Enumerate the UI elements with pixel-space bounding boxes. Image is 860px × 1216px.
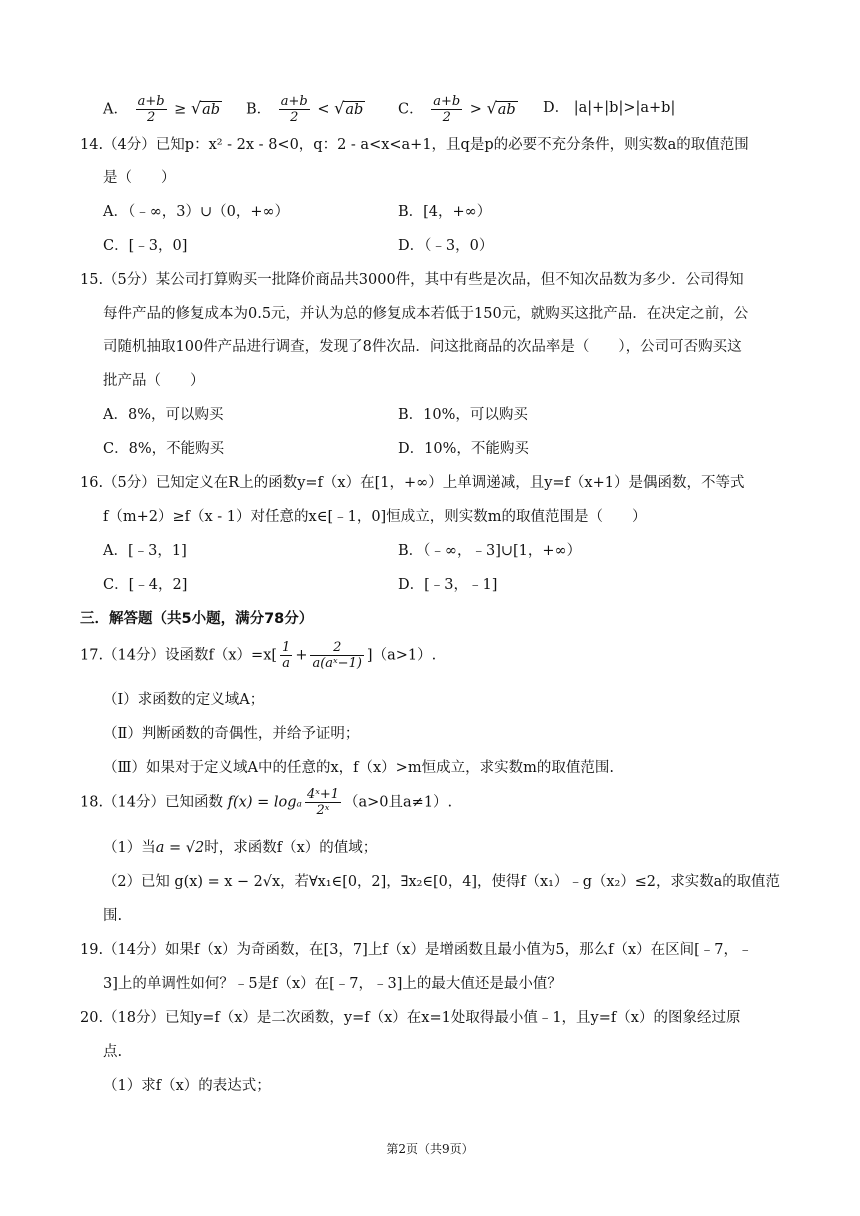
q18-function: f(x) = logₐ bbox=[227, 794, 302, 811]
q13-option-d: D． |a|+|b|>|a+b| bbox=[543, 100, 676, 116]
q15-line4: 批产品（ ） bbox=[103, 373, 205, 389]
denominator: 2 bbox=[442, 110, 451, 125]
operator: < bbox=[317, 101, 330, 118]
q15-option-b: B．10%，可以购买 bbox=[398, 407, 528, 423]
q14-option-d: D．（﹣3，0） bbox=[398, 238, 494, 254]
option-label: C． bbox=[398, 101, 424, 118]
numerator: a+b bbox=[433, 94, 461, 109]
q17-line1 bbox=[80, 640, 436, 671]
plus-sign: + bbox=[295, 647, 308, 664]
numerator: a+b bbox=[280, 94, 308, 109]
q16-line2: f（m+2）≥f（x - 1）对任意的x∈[﹣1，0]恒成立，则实数m的取值范围是（ ） bbox=[103, 509, 647, 525]
q18-part1-math: a = √2 bbox=[155, 840, 205, 856]
numerator: 1 bbox=[282, 640, 291, 655]
q18-part1-pre: （1）当 bbox=[103, 840, 156, 856]
q14-line2: 是（ ） bbox=[103, 170, 176, 186]
section-heading: 三．解答题（共5小题，满分78分） bbox=[80, 611, 314, 627]
numerator: 4ˣ+1 bbox=[306, 787, 340, 802]
fraction bbox=[305, 787, 341, 818]
operator: > bbox=[469, 101, 482, 118]
fraction bbox=[431, 94, 462, 125]
denominator: 2 bbox=[290, 110, 299, 125]
numerator: a+b bbox=[137, 94, 165, 109]
q18-suffix: （a>0且a≠1）. bbox=[344, 794, 453, 811]
q14-line1: 14.（4分）已知p：x² - 2x - 8<0，q：2 - a<x<a+1，且q是p的必要不充分条件，则实数a的取值范围 bbox=[80, 137, 749, 153]
q18-line1 bbox=[80, 787, 452, 818]
q18-part1-post: 时，求函数f（x）的值域； bbox=[204, 840, 378, 856]
q16-option-a: A．[﹣3，1] bbox=[103, 543, 187, 559]
fraction bbox=[136, 94, 167, 125]
sqrt-icon: √ bbox=[190, 98, 202, 118]
sqrt-icon: √ bbox=[486, 98, 497, 118]
q15-line3: 司随机抽取100件产品进行调查，发现了8件次品．问这批商品的次品率是（ ），公司可否购买这 bbox=[103, 339, 742, 355]
q15-option-a: A．8%，可以购买 bbox=[103, 407, 224, 423]
q13-option-a bbox=[103, 94, 222, 125]
fraction bbox=[279, 94, 310, 125]
numerator: 2 bbox=[310, 640, 363, 656]
q18-part1 bbox=[103, 838, 377, 858]
radicand: ab bbox=[497, 101, 516, 118]
q17-suffix: ]（a>1）. bbox=[366, 647, 437, 664]
q16-option-c: C．[﹣4，2] bbox=[103, 577, 188, 593]
q15-option-c: C．8%，不能购买 bbox=[103, 441, 225, 457]
q15-option-d: D．10%，不能购买 bbox=[398, 441, 529, 457]
denominator: a bbox=[282, 656, 291, 671]
operator: ≥ bbox=[174, 101, 187, 118]
page-footer: 第2页（共9页） bbox=[386, 1142, 474, 1156]
q14-option-c: C．[﹣3，0] bbox=[103, 238, 188, 254]
q13-option-b bbox=[246, 94, 365, 125]
radicand: ab bbox=[345, 101, 364, 118]
q20-line1: 20.（18分）已知y=f（x）是二次函数，y=f（x）在x=1处取得最小值﹣1，且y=f（x）的图象经过原 bbox=[80, 1010, 741, 1026]
sqrt-icon: √ bbox=[334, 98, 345, 118]
denominator: a(aˣ−1) bbox=[312, 656, 362, 671]
option-label: A． bbox=[103, 101, 128, 118]
q14-option-a: A．（﹣∞，3）∪（0，+∞） bbox=[103, 204, 290, 220]
q18-part2-line1: （2）已知 g(x) = x − 2√x，若∀x₁∈[0，2]，∃x₂∈[0，4]，使得f（x₁）﹣g（x₂）≤2，求实数a的取值范 bbox=[103, 874, 780, 890]
q15-line1: 15.（5分）某公司打算购买一批降价商品共3000件，其中有些是次品，但不知次品数为多少．公司得知 bbox=[80, 272, 744, 288]
option-label: B． bbox=[246, 101, 272, 118]
q16-option-b: B．（﹣∞，﹣3]∪[1，+∞） bbox=[398, 543, 582, 559]
q17-part3: （Ⅲ）如果对于定义域A中的任意的x，f（x）>m恒成立，求实数m的取值范围. bbox=[103, 760, 614, 776]
q17-part2: （Ⅱ）判断函数的奇偶性，并给予证明； bbox=[103, 726, 360, 742]
denominator: 2ˣ bbox=[316, 803, 330, 818]
q17-part1: （Ⅰ）求函数的定义域A； bbox=[103, 692, 265, 708]
q19-line1: 19.（14分）如果f（x）为奇函数，在[3，7]上f（x）是增函数且最小值为5，那么f（x）在区间[﹣7，﹣ bbox=[80, 942, 753, 958]
q17-prefix: 17.（14分）设函数f（x）=x[ bbox=[80, 647, 278, 664]
q13-option-c bbox=[398, 94, 518, 125]
fraction bbox=[280, 640, 292, 671]
radicand: ab bbox=[202, 101, 221, 118]
q18-part2-line2: 围. bbox=[103, 908, 123, 924]
denominator: 2 bbox=[146, 110, 156, 125]
q18-prefix: 18.（14分）已知函数 bbox=[80, 794, 224, 811]
q15-line2: 每件产品的修复成本为0.5元，并认为总的修复成本若低于150元，就购买这批产品．在决定之前，公 bbox=[103, 306, 749, 322]
q16-option-d: D．[﹣3，﹣1] bbox=[398, 577, 498, 593]
q16-line1: 16.（5分）已知定义在R上的函数y=f（x）在[1，+∞）上单调递减，且y=f（x+1）是偶函数，不等式 bbox=[80, 475, 745, 491]
q19-line2: 3]上的单调性如何？﹣5是f（x）在[﹣7，﹣3]上的最大值还是最小值？ bbox=[103, 976, 562, 992]
q14-option-b: B．[4，+∞） bbox=[398, 204, 492, 220]
q20-line2: 点. bbox=[103, 1044, 123, 1060]
q20-part1: （1）求f（x）的表达式； bbox=[103, 1078, 271, 1094]
fraction bbox=[310, 640, 363, 671]
